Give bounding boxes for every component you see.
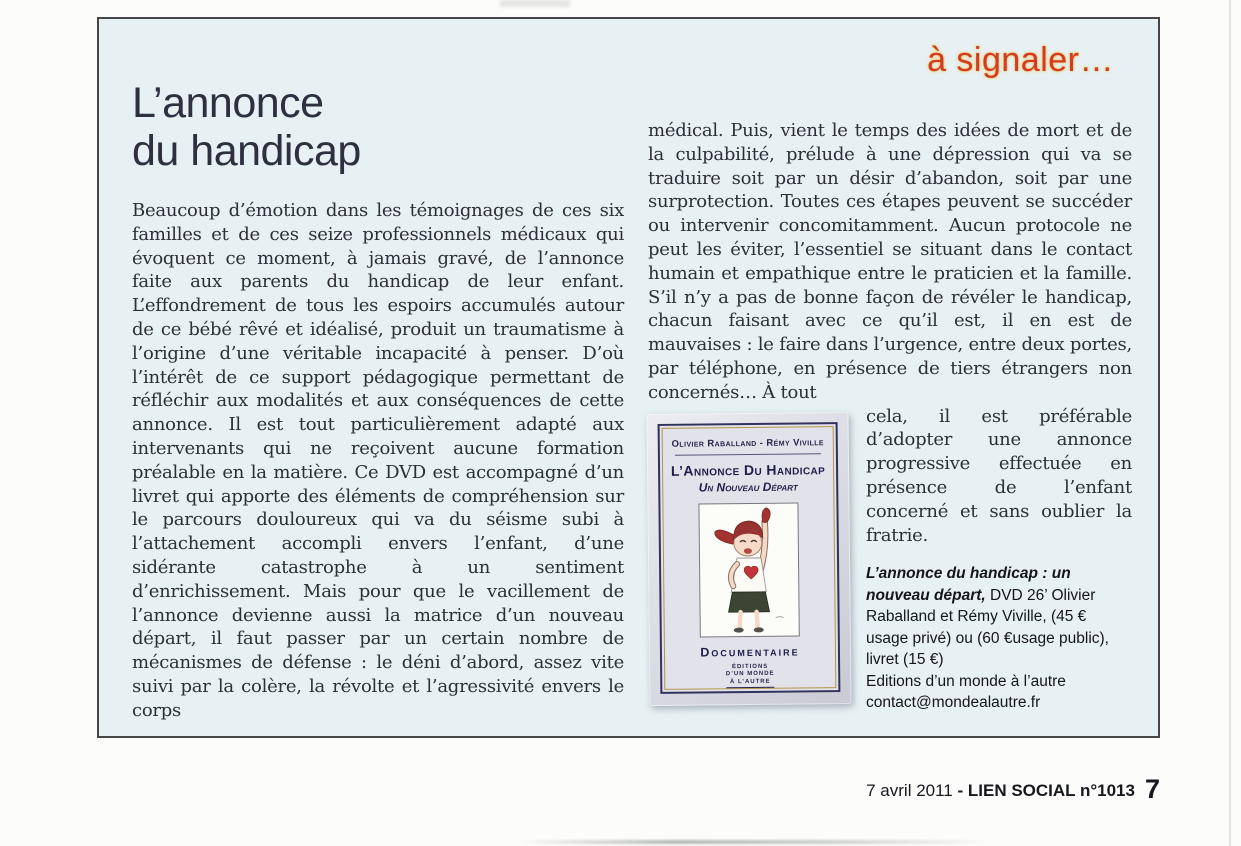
dvd-wrap-zone: [648, 405, 1132, 714]
dvd-publisher-line3: À L’AUTRE: [726, 678, 775, 688]
article-box: [97, 17, 1160, 738]
article-text-right-top: médical. Puis, vient le temps des idées de mort et de la culpabilité, prélude à une dépression qui va se traduire soit par un désir d’abandon, soit par une surprotection. Toutes ces étapes peuvent se succéder ou intervenir concomitamment. Aucun protocole ne peut les éviter, l’essentiel se situant dans le contact humain et empathique entre le praticien et la famille. S’il n’y a pas de bonne façon de révéler le handicap, chacun faisant avec ce qu’il est, il en est de mauvaises : le faire dans l’urgence, entre deux portes, par téléphone, en présence de tiers étrangers non concernés… À tout: [648, 120, 1132, 403]
section-label: à signaler…: [927, 41, 1114, 79]
caption-email: contact@mondealautre.fr: [866, 694, 1041, 712]
dvd-cover-frame: [658, 422, 841, 694]
dvd-rule: [675, 453, 821, 456]
left-column: [132, 19, 624, 736]
footer-separator: -: [952, 781, 968, 800]
scan-artifact-right-edge: [1229, 0, 1231, 846]
article-text-left: Beaucoup d’émotion dans les témoignages de ces six familles et de ces seize professionnels médicaux qui évoquent ce moment, à jamais gravé, de l’annonce faite aux parents du handicap de leur enfant. L’effondrement de tous les espoirs accumulés autour de ce bébé rêvé et idéalisé, produit un traumatisme à l’origine d’une véritable incapacité à penser. D’où l’intérêt de ce support pédagogique permettant de réfléchir aux modalités et aux conséquences de cette annonce. Il est tout particulièrement adapté aux intervenants qui ne reçoivent aucune formation préalable en la matière. Ce DVD est accompagné d’un livret qui apporte des éléments de compréhension sur le parcours douloureux qui va du séisme subi à l’attachement accompli envers l’enfant, d’une sidérante catastrophe à un sentiment d’enrichissement. Mais pour que le vacillement de l’annonce devienne aussi la matrice d’un nouveau départ, il faut passer par un certain nombre de mécanismes de défense : le déni d’abord, assez vite suivi par la colère, la révolte et l’agressivité envers le corps: [132, 200, 624, 721]
article-title-line2: du handicap: [132, 127, 361, 175]
girl-illustration: [702, 505, 795, 634]
article-text-right-wrap: cela, il est préférable d’adopter une annonce progressive effectuée en présence de l’enfant concerné et sans oublier la fratrie.: [866, 405, 1132, 546]
footer-page-number: 7: [1144, 774, 1160, 804]
caption-details: DVD 26’ Olivier Raballand et Rémy Viville, (45 € usage privé) ou (60 €usage public), livret (15 €): [866, 586, 1109, 669]
dvd-publisher-line2: D’UN MONDE: [725, 670, 775, 677]
dvd-genre: Documentaire: [700, 643, 800, 659]
footer-date: 7 avril 2011: [866, 781, 953, 800]
article-columns: [132, 19, 1132, 736]
caption-publisher: Editions d’un monde à l’autre: [866, 672, 1066, 690]
page-footer: [866, 774, 1160, 805]
dvd-publisher-logo: [726, 663, 775, 688]
scan-artifact-bottom: [520, 840, 990, 844]
article-title-line1: L’annonce: [132, 79, 324, 127]
article-title: [132, 79, 624, 175]
dvd-title: L’Annonce Du Handicap: [670, 460, 826, 479]
right-column: [648, 19, 1132, 736]
dvd-subtitle: Un Nouveau Départ: [698, 479, 798, 495]
dvd-authors: Olivier Raballand - Rémy Viville: [671, 436, 825, 450]
caption-title: L’annonce du handicap : un nouveau départ,: [866, 565, 1071, 604]
dvd-illustration-box: [698, 502, 799, 637]
dvd-cover: [646, 412, 851, 706]
scan-artifact-top: [500, 0, 570, 7]
dvd-publisher-line1: ÉDITIONS: [731, 662, 769, 670]
footer-journal: LIEN SOCIAL n°1013: [967, 781, 1135, 800]
dvd-cover-frame-inner: [662, 426, 837, 690]
